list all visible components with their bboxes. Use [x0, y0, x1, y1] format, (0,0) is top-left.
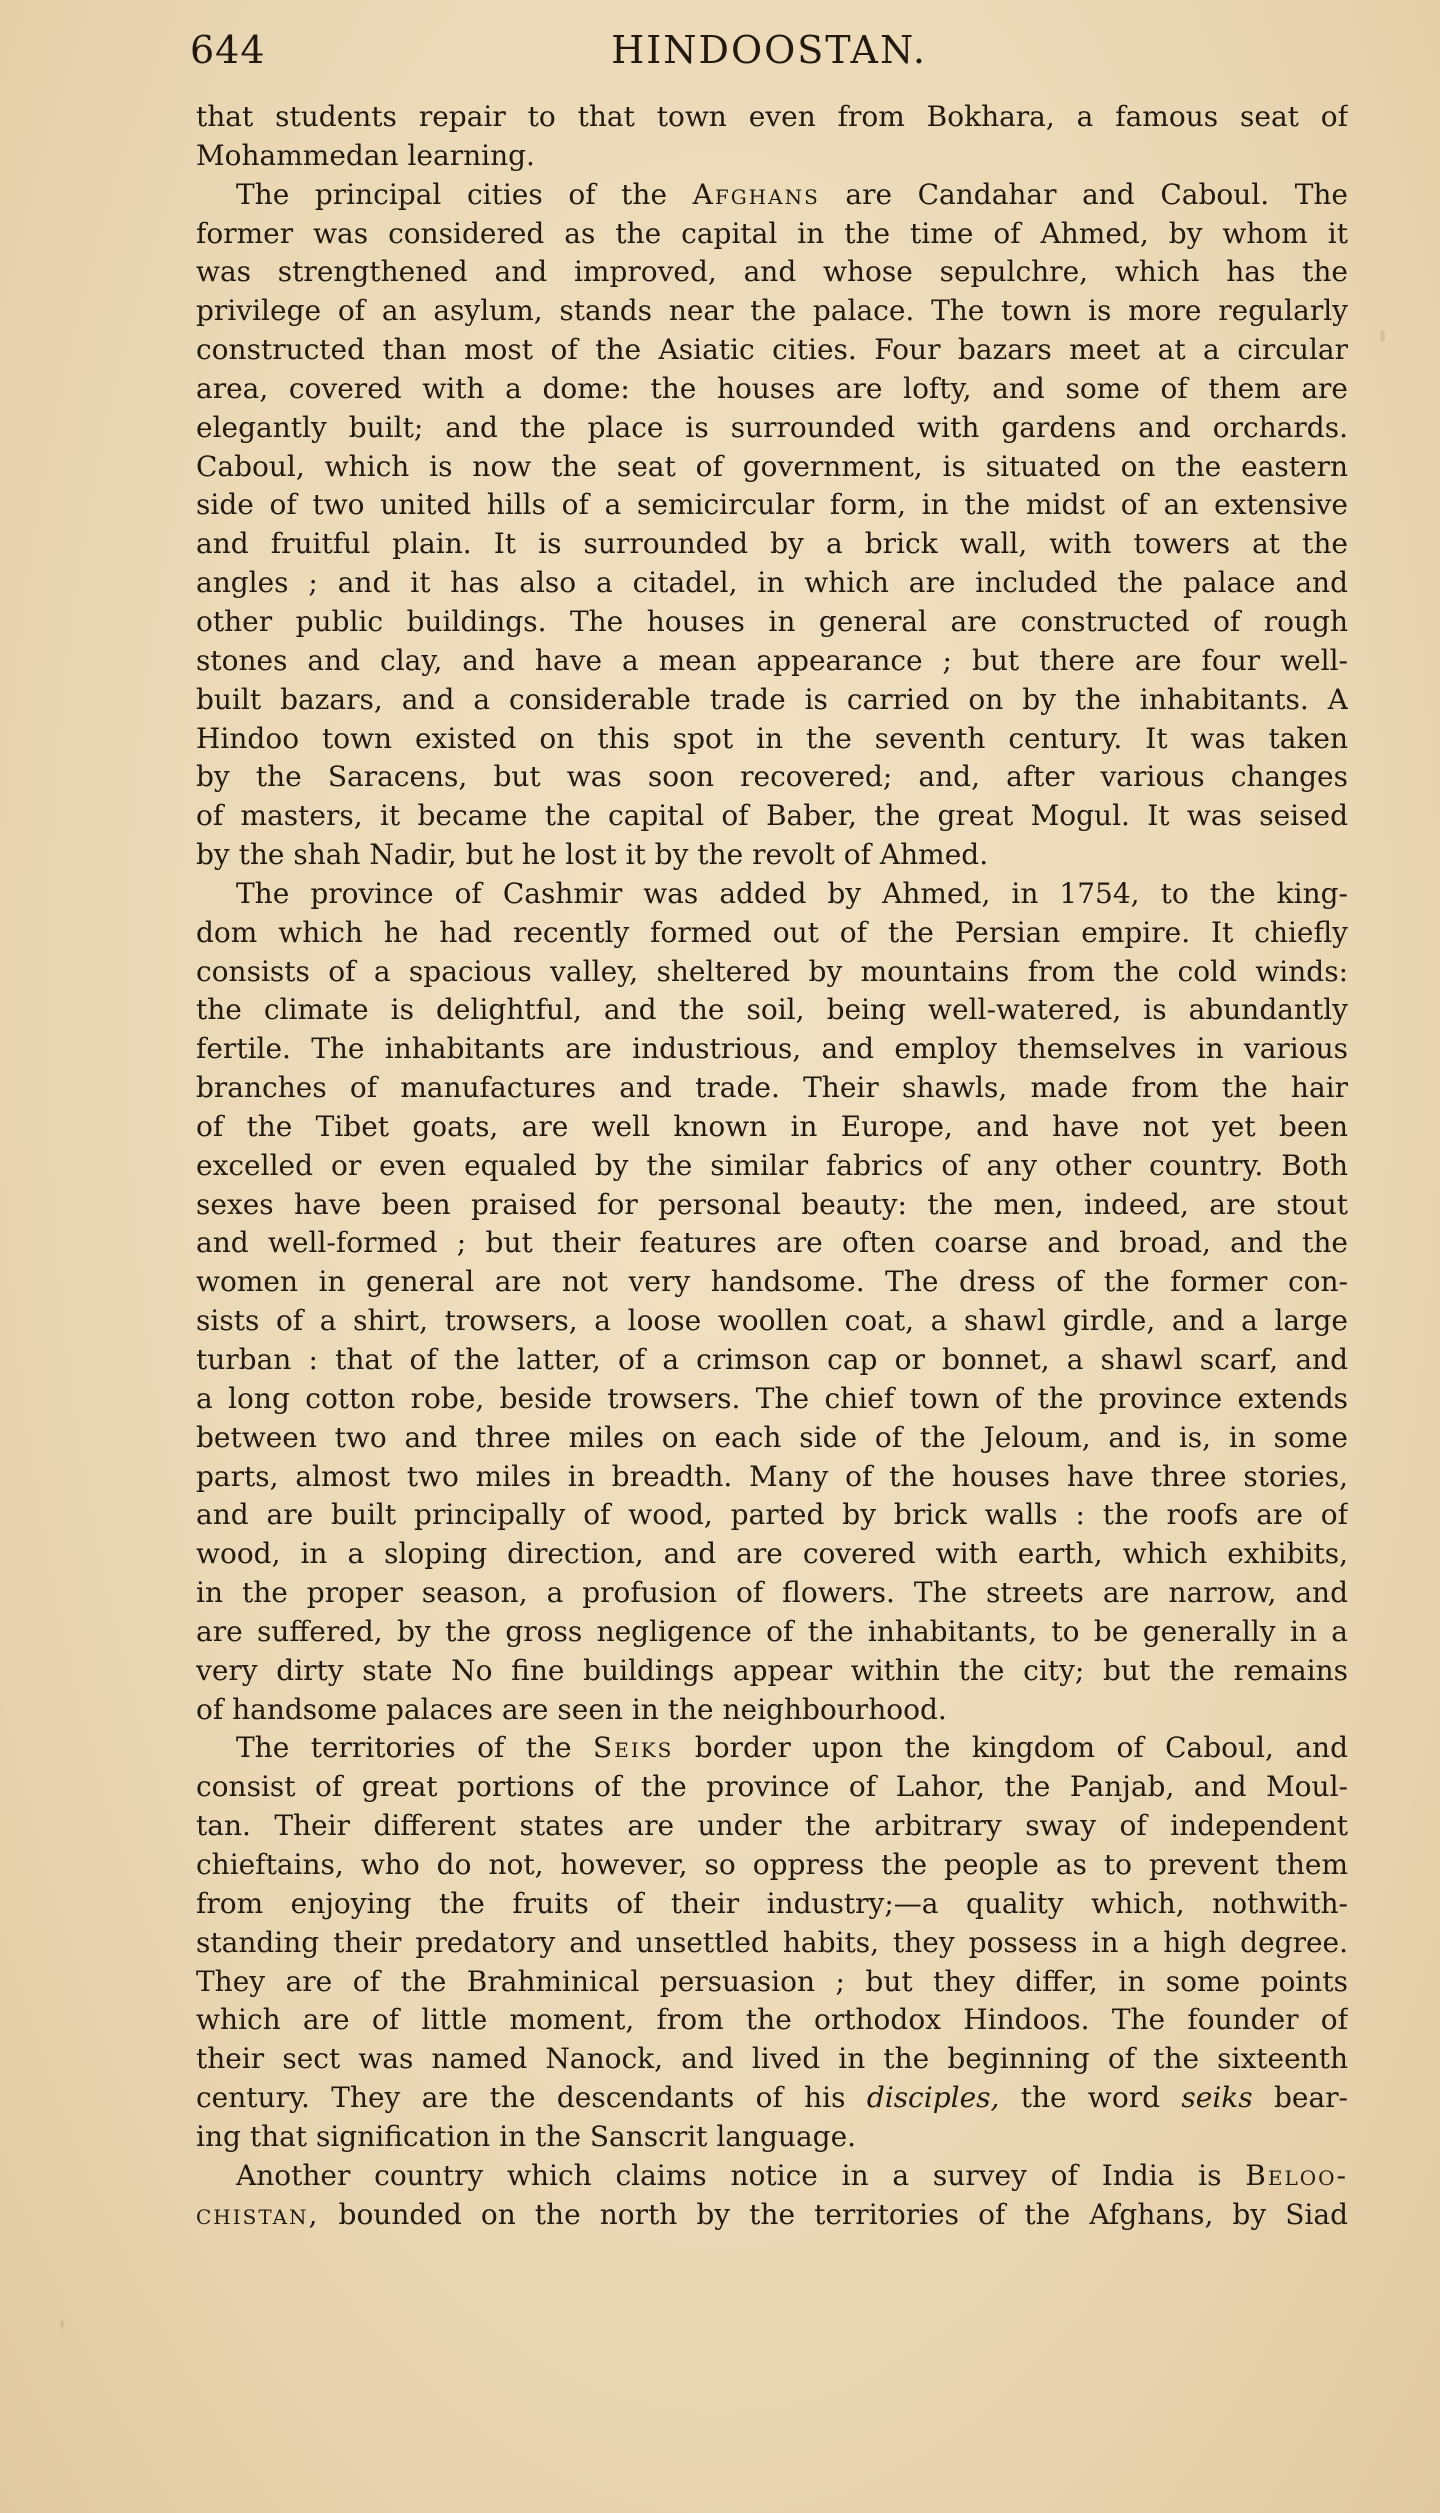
text-line: are suffered, by the gross negligence of the inhabitants, to be generally in a	[196, 1614, 1348, 1648]
text-line: chieftains, who do not, however, so oppress the people as to prevent them	[196, 1847, 1348, 1881]
text-line: and fruitful plain. It is surrounded by a brick wall, with towers at the	[196, 527, 1348, 561]
text-line: constructed than most of the Asiatic cities. Four bazars meet at a circular	[196, 333, 1348, 367]
text-line: area, covered with a dome: the houses are lofty, and some of them are	[196, 371, 1348, 405]
text-line: women in general are not very handsome. The dress of the former con-	[196, 1265, 1348, 1299]
text-line: and well-formed ; but their features are often coarse and broad, and the	[196, 1226, 1348, 1260]
body-text	[196, 98, 1348, 2234]
text-line: by the Saracens, but was soon recovered; and, after various changes	[196, 760, 1348, 794]
text-line: built bazars, and a considerable trade is carried on by the inhabitants. A	[196, 682, 1348, 716]
text-line: consist of great portions of the province of Lahor, the Panjab, and Moul-	[196, 1770, 1348, 1804]
page-number: 644	[190, 28, 266, 72]
beloochistan-term-part1: Beloo-	[1245, 2158, 1348, 2192]
text-line: The province of Cashmir was added by Ahmed, in 1754, to the king-	[236, 876, 1348, 910]
text-line: of masters, it became the capital of Baber, the great Mogul. It was seised	[196, 799, 1348, 833]
text-line: stones and clay, and have a mean appearance ; but there are four well-	[196, 643, 1348, 677]
afghans-term: Afghans	[692, 177, 820, 211]
beloochistan-term-part2: chistan,	[196, 2197, 320, 2231]
text-line: Caboul, which is now the seat of government, is situated on the eastern	[196, 449, 1348, 483]
text-line: side of two united hills of a semicircular form, in the midst of an extensive	[196, 488, 1348, 522]
text-line: Hindoo town existed on this spot in the seventh century. It was taken	[196, 721, 1348, 755]
text-line: sists of a shirt, trowsers, a loose woollen coat, a shawl girdle, and a large	[196, 1304, 1348, 1338]
text-line: fertile. The inhabitants are industrious, and employ themselves in various	[196, 1032, 1348, 1066]
text-line: other public buildings. The houses in general are constructed of rough	[196, 604, 1348, 638]
text-line: of the Tibet goats, are well known in Europe, and have not yet been	[196, 1109, 1348, 1143]
text-line: They are of the Brahminical persuasion ; but they differ, in some points	[196, 1964, 1348, 1998]
text-line: a long cotton robe, beside trowsers. The chief town of the province extends	[196, 1381, 1348, 1415]
text-line: between two and three miles on each side of the Jeloum, and is, in some	[196, 1420, 1348, 1454]
text-line: turban : that of the latter, of a crimson cap or bonnet, a shawl scarf, and	[196, 1343, 1348, 1376]
text-line: sexes have been praised for personal beauty: the men, indeed, are stout	[196, 1187, 1348, 1221]
text-line: The principal cities of the Afghans are Candahar and Caboul. The	[236, 177, 1348, 211]
italic-disciples: disciples,	[866, 2081, 1000, 2115]
text-line: wood, in a sloping direction, and are covered with earth, which exhibits,	[196, 1537, 1348, 1571]
text-line: of handsome palaces are seen in the neighbourhood.	[196, 1692, 947, 1726]
text-line: consists of a spacious valley, sheltered by mountains from the cold winds:	[196, 954, 1348, 988]
text-line: ing that signification in the Sanscrit language.	[196, 2119, 857, 2153]
text-line: their sect was named Nanock, and lived in the beginning of the sixteenth	[196, 2042, 1348, 2076]
text-line: angles ; and it has also a citadel, in which are included the palace and	[196, 566, 1348, 600]
text-line: elegantly built; and the place is surrounded with gardens and orchards.	[196, 410, 1348, 444]
text-line: The territories of the Seiks border upon the kingdom of Caboul, and	[236, 1731, 1348, 1765]
text-line: very dirty state No fine buildings appear within the city; but the remains	[196, 1653, 1348, 1687]
text-line: that students repair to that town even from Bokhara, a famous seat of	[196, 100, 1348, 133]
text-line: former was considered as the capital in the time of Ahmed, by whom it	[196, 216, 1348, 250]
italic-seiks: seiks	[1181, 2081, 1253, 2115]
text-line: dom which he had recently formed out of the Persian empire. It chiefly	[196, 915, 1348, 949]
text-line: Another country which claims notice in a survey of India is Beloo-	[236, 2158, 1348, 2192]
text-line: chistan, bounded on the north by the territories of the Afghans, by Siad	[196, 2197, 1348, 2231]
text-line: privilege of an asylum, stands near the palace. The town is more regularly	[196, 294, 1348, 328]
text-line: century. They are the descendants of his disciples, the word seiks bear-	[196, 2081, 1348, 2115]
text-line: was strengthened and improved, and whose sepulchre, which has the	[196, 255, 1348, 289]
text-line: and are built principally of wood, parted by brick walls : the roofs are of	[196, 1498, 1348, 1532]
text-line: from enjoying the fruits of their industry;—a quality which, nothwith-	[196, 1886, 1348, 1920]
text-line: Mohammedan learning.	[196, 138, 535, 172]
text-line: the climate is delightful, and the soil, being well-watered, is abundantly	[196, 993, 1348, 1027]
text-line: standing their predatory and unsettled habits, they possess in a high degree.	[196, 1925, 1348, 1959]
running-title: HINDOOSTAN.	[611, 28, 927, 72]
text-line: tan. Their different states are under the arbitrary sway of independent	[196, 1809, 1348, 1843]
text-line: branches of manufactures and trade. Their shawls, made from the hair	[196, 1071, 1348, 1105]
seiks-term: Seiks	[593, 1731, 674, 1765]
text-line: in the proper season, a profusion of flowers. The streets are narrow, and	[196, 1576, 1348, 1610]
page-header	[190, 22, 1348, 82]
text-line: by the shah Nadir, but he lost it by the revolt of Ahmed.	[196, 838, 989, 872]
text-line: excelled or even equaled by the similar fabrics of any other country. Both	[196, 1148, 1348, 1182]
text-line: parts, almost two miles in breadth. Many of the houses have three stories,	[196, 1459, 1348, 1493]
text-line: which are of little moment, from the orthodox Hindoos. The founder of	[196, 2003, 1348, 2037]
